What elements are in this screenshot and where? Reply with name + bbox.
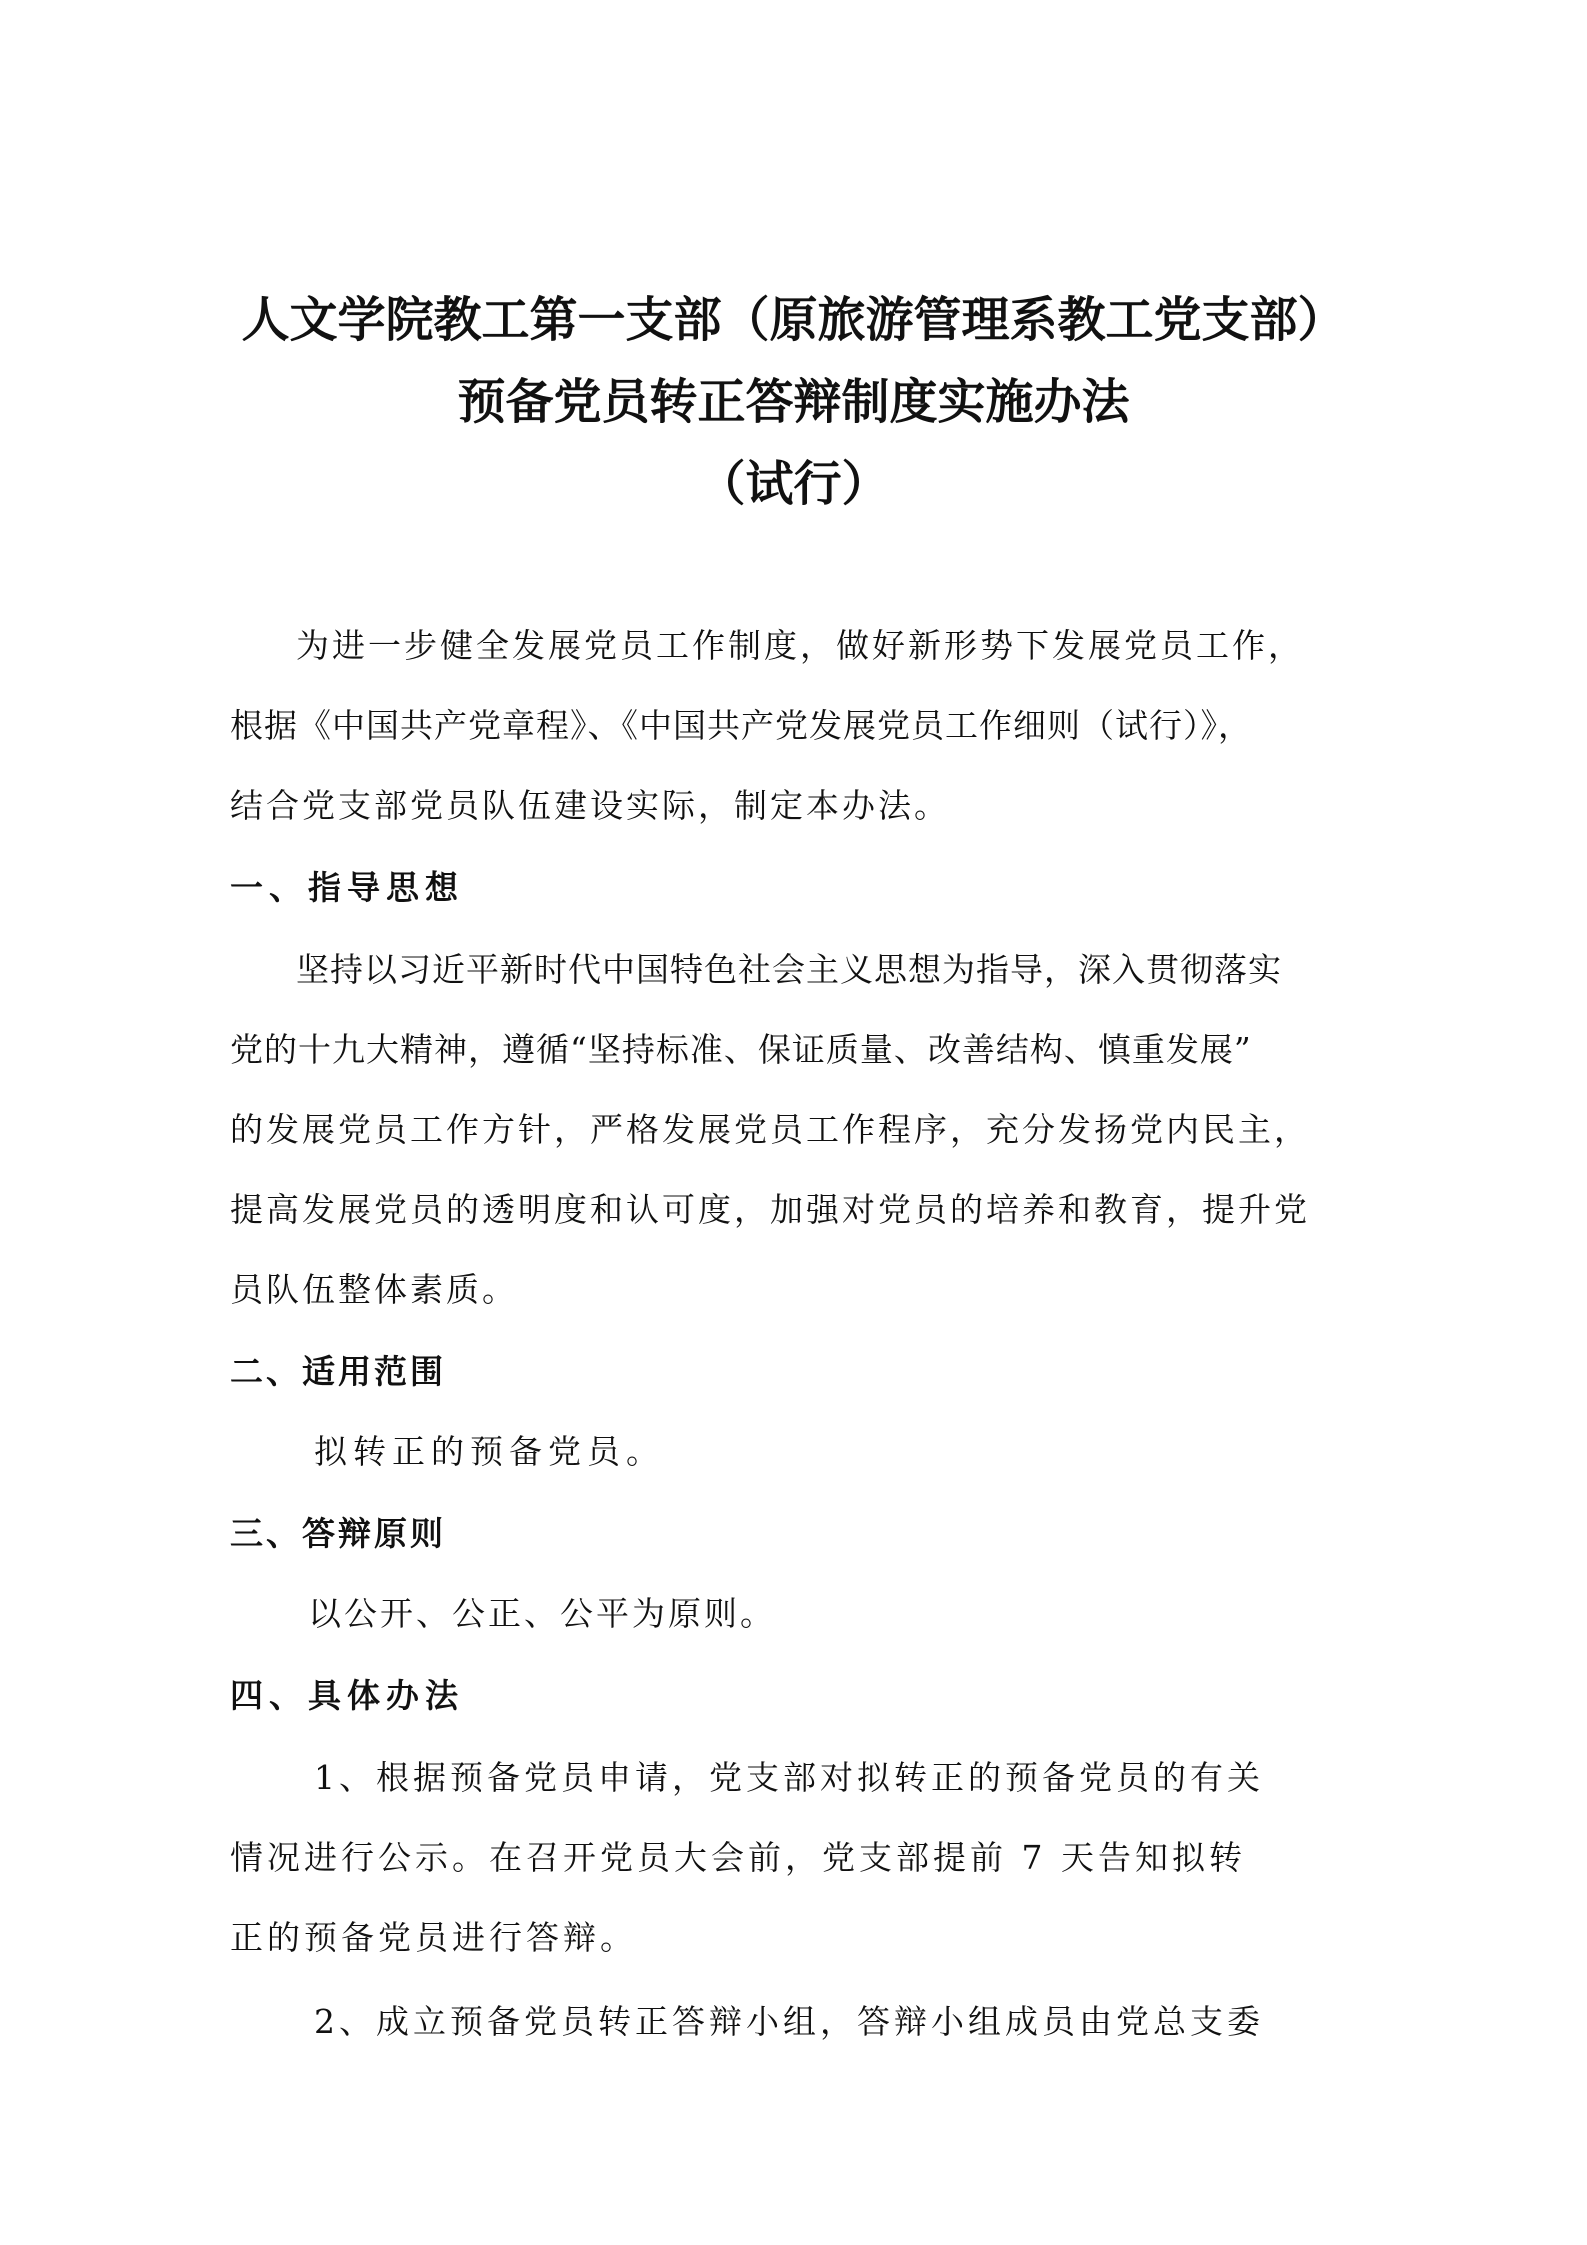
- section-2-line-1: 拟转正的预备党员。: [314, 1432, 665, 1471]
- section-4-heading: 四、具体办法: [230, 1676, 464, 1715]
- section-1-line-2: 党的十九大精神，遵循“坚持标准、保证质量、改善结构、慎重发展”: [230, 1030, 1252, 1069]
- intro-line-2: 根据《中国共产党章程》、《中国共产党发展党员工作细则（试行）》，: [230, 706, 1252, 745]
- section-4-item-1-line-2: 情况进行公示。在召开党员大会前，党支部提前 7 天告知拟转: [230, 1838, 1246, 1877]
- intro-line-1: 为进一步健全发展党员工作制度，做好新形势下发展党员工作，: [296, 626, 1304, 665]
- section-4-item-1-line-1: 1、根据预备党员申请，党支部对拟转正的预备党员的有关: [314, 1758, 1264, 1797]
- section-1-line-1: 坚持以习近平新时代中国特色社会主义思想为指导，深入贯彻落实: [296, 950, 1282, 989]
- section-1-line-5: 员队伍整体素质。: [230, 1270, 518, 1309]
- section-3-line-1: 以公开、公正、公平为原则。: [308, 1594, 776, 1633]
- document-title-line-1: 人文学院教工第一支部（原旅游管理系教工党支部）: [241, 292, 1346, 348]
- document-title-line-2: 预备党员转正答辩制度实施办法: [457, 374, 1130, 430]
- section-1-heading: 一、指导思想: [230, 868, 464, 907]
- section-2-heading: 二、适用范围: [230, 1352, 446, 1391]
- section-1-line-3: 的发展党员工作方针，严格发展党员工作程序，充分发扬党内民主，: [230, 1110, 1310, 1149]
- section-1-line-4: 提高发展党员的透明度和认可度，加强对党员的培养和教育，提升党: [230, 1190, 1310, 1229]
- section-4-item-2-line-1: 2、成立预备党员转正答辩小组，答辩小组成员由党总支委: [314, 2002, 1264, 2041]
- section-3-heading: 三、答辩原则: [230, 1514, 446, 1553]
- section-4-item-1-line-3: 正的预备党员进行答辩。: [230, 1918, 637, 1957]
- document-title-line-3: （试行）: [697, 456, 890, 512]
- intro-line-3: 结合党支部党员队伍建设实际，制定本办法。: [230, 786, 950, 825]
